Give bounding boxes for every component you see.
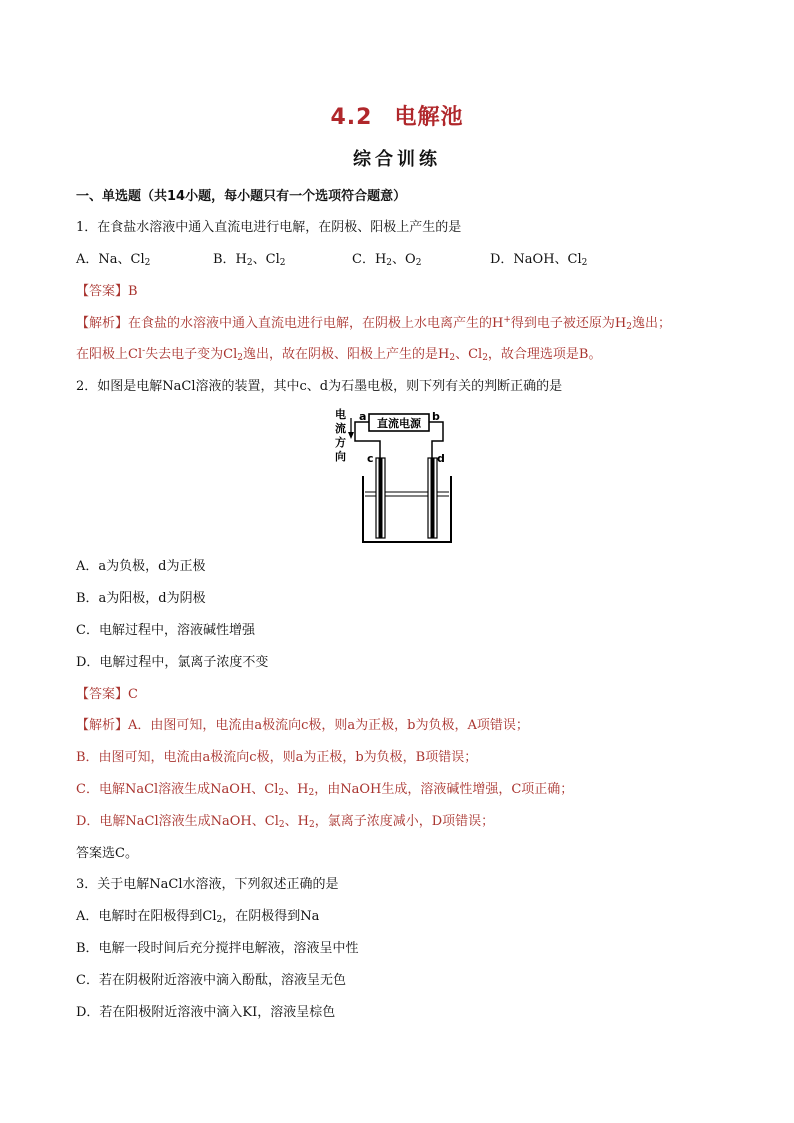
q3-option-d: D．若在阳极附近溶液中滴入KI，溶液呈棕色 xyxy=(76,1005,336,1020)
section-name: 电解池 xyxy=(394,105,464,130)
q3-option-b: B．电解一段时间后充分搅拌电解液，溶液呈中性 xyxy=(76,941,359,956)
electrode-d-label: d xyxy=(437,452,445,465)
current-label-1: 电 xyxy=(335,408,346,421)
power-supply-label: 直流电源 xyxy=(377,417,421,430)
question-2-analysis-a: 【解析】A．由图可知，电流由a极流向c极，则a为正极，b为负极，A项错误； xyxy=(76,718,529,733)
q2-option-d: D．电解过程中，氯离子浓度不变 xyxy=(76,655,269,670)
question-1-analysis-line-2: 在阳极上Cl-失去电子变为$Cl_2$逸出，故在阴极、阳极上产生的是$H_2$、$Cl_2$，故合理选项是B。 xyxy=(76,346,602,363)
question-1-answer: 【答案】B xyxy=(76,284,138,299)
electrolysis-apparatus-figure xyxy=(333,406,463,546)
q2-option-b: B．a为阳极，d为阴极 xyxy=(76,591,206,606)
q2-option-a: A．a为负极，d为正极 xyxy=(76,559,206,574)
current-label-4: 向 xyxy=(335,450,346,463)
current-label-3: 方 xyxy=(335,436,346,449)
page-subtitle: 综合训练 xyxy=(353,149,441,170)
question-2-analysis-b: B．由图可知，电流由a极流向c极，则a为正极，b为负极，B项错误； xyxy=(76,750,478,765)
question-1-stem: 1．在食盐水溶液中通入直流电进行电解，在阴极、阳极上产生的是 xyxy=(76,220,462,235)
question-2-analysis-d: D．电解NaCl溶液生成NaOH、$Cl_2$、$H_2$，氯离子浓度减小，D项错误； xyxy=(76,814,495,830)
q1-option-b: B．$H_2$、$Cl_2$ xyxy=(213,252,286,268)
q2-option-c: C．电解过程中，溶液碱性增强 xyxy=(76,623,255,638)
current-label-2: 流 xyxy=(335,422,346,435)
electrode-c-label: c xyxy=(367,452,374,465)
q3-option-c: C．若在阴极附近溶液中滴入酚酞，溶液呈无色 xyxy=(76,973,346,988)
q1-option-d: D．NaOH、$Cl_2$ xyxy=(490,252,588,268)
question-2-answer: 【答案】C xyxy=(76,687,138,702)
electrolysis-diagram xyxy=(333,406,463,546)
question-2-analysis-c: C．电解NaCl溶液生成NaOH、$Cl_2$、$H_2$，由NaOH生成，溶液碱性增强，C项正确； xyxy=(76,782,574,798)
q1-option-c: C．$H_2$、$O_2$ xyxy=(352,252,422,268)
electrode-c-core xyxy=(379,458,383,538)
electrode-d-core xyxy=(431,458,435,538)
current-arrow-head xyxy=(348,432,354,439)
section-heading: 一、单选题（共14小题，每小题只有一个选项符合题意） xyxy=(76,189,407,204)
question-2-conclusion: 答案选C。 xyxy=(76,846,138,861)
page-title xyxy=(0,100,794,131)
q3-option-a: A．电解时在阳极得到$Cl_2$，在阴极得到Na xyxy=(76,909,320,925)
question-1-options xyxy=(76,251,716,269)
section-number: 4.2 xyxy=(330,105,373,130)
question-3-stem: 3．关于电解NaCl水溶液，下列叙述正确的是 xyxy=(76,877,339,892)
terminal-b-label: b xyxy=(432,410,440,423)
terminal-a-label: a xyxy=(359,410,367,423)
question-2-stem: 2．如图是电解NaCl溶液的装置，其中c、d为石墨电极，则下列有关的判断正确的是 xyxy=(76,379,563,394)
question-1-analysis-line-1: 【解析】在食盐的水溶液中通入直流电进行电解，在阴极上水电离产生的H+得到电子被还原为$H_2$逸出； xyxy=(76,315,671,332)
q1-option-a: A．Na、$Cl_2$ xyxy=(76,252,151,268)
